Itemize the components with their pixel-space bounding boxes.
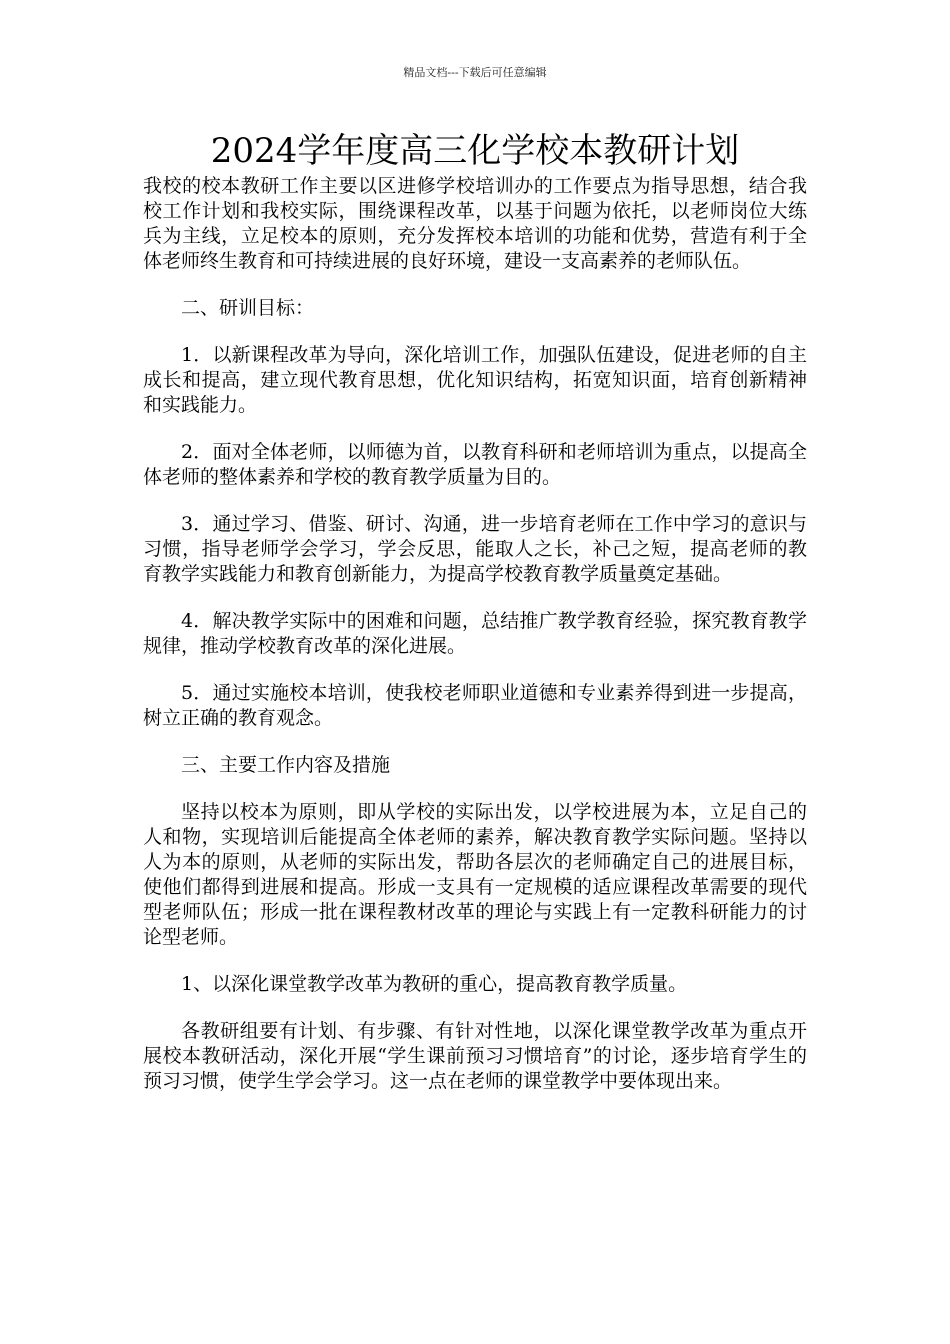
paragraph-goal-2: 2．面对全体老师，以师德为首，以教育科研和老师培训为重点，以提高全体老师的整体素养和学校的教育教学质量为目的。	[143, 441, 807, 488]
section-heading-goals: 二、研训目标：	[181, 297, 315, 319]
paragraph-goal-4: 4．解决教学实际中的困难和问题，总结推广教学教育经验，探究教育教学规律，推动学校教育改革的深化进展。	[143, 610, 807, 657]
paragraph-principles: 坚持以校本为原则，即从学校的实际出发，以学校进展为本，立足自己的人和物，实现培训后能提高全体老师的素养，解决教育教学实际问题。坚持以人为本的原则，从老师的实际出发，帮助各层次的老师确定自己的进展目标，使他们都得到进展和提高。形成一支具有一定规模的适应课程改革需要的现代型老师队伍；形成一批在课程教材改革的理论与实践上有一定教科研能力的讨论型老师。	[143, 801, 807, 948]
section-heading-measures: 三、主要工作内容及措施	[181, 754, 391, 776]
paragraph-goal-5: 5．通过实施校本培训，使我校老师职业道德和专业素养得到进一步提高，树立正确的教育观念。	[143, 682, 807, 729]
paragraph-goal-3: 3．通过学习、借鉴、研讨、沟通，进一步培育老师在工作中学习的意识与习惯，指导老师学会学习，学会反思，能取人之长，补己之短，提高老师的教育教学实践能力和教育创新能力，为提高学校教育教学质量奠定基础。	[143, 513, 807, 585]
paragraph-teaching-groups: 各教研组要有计划、有步骤、有针对性地，以深化课堂教学改革为重点开展校本教研活动，深化开展“学生课前预习习惯培育”的讨论，逐步培育学生的预习习惯，使学生学会学习。这一点在老师的课堂教学中要体现出来。	[143, 1020, 807, 1092]
subheading-classroom-reform: 1、以深化课堂教学改革为教研的重心，提高教育教学质量。	[181, 973, 688, 995]
document-body	[143, 174, 807, 1116]
paragraph-intro: 我校的校本教研工作主要以区进修学校培训办的工作要点为指导思想，结合我校工作计划和我校实际，围绕课程改革，以基于问题为依托，以老师岗位大练兵为主线，立足校本的原则，充分发挥校本培训的功能和优势，营造有利于全体老师终生教育和可持续进展的良好环境，建设一支高素养的老师队伍。	[143, 175, 807, 272]
document-title: 2024学年度高三化学校本教研计划	[210, 131, 740, 171]
header-note: 精品文档---下载后可任意编辑	[403, 66, 547, 79]
paragraph-goal-1: 1．以新课程改革为导向，深化培训工作，加强队伍建设，促进老师的自主成长和提高，建立现代教育思想，优化知识结构，拓宽知识面，培育创新精神和实践能力。	[143, 344, 807, 416]
